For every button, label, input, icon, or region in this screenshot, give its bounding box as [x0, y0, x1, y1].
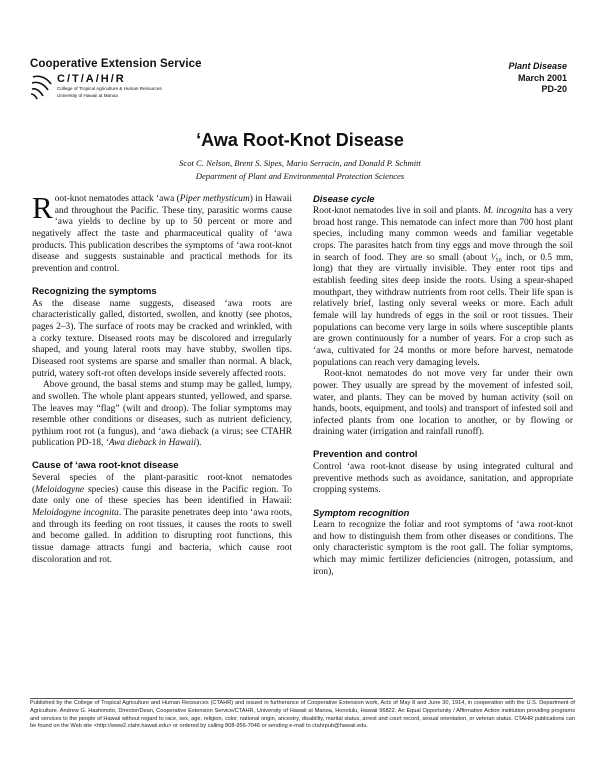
department: Department of Plant and Environmental Protection Sciences — [195, 170, 405, 181]
page-title: ‘Awa Root-Knot Disease — [196, 130, 404, 150]
ctahr-logo-name: C/T/A/H/R — [57, 73, 126, 85]
symptom-recognition-heading: Symptom recognition — [313, 507, 410, 519]
symptom-recognition-paragraph: Learn to recognize the foliar and root symptoms of ‘awa root-knot and how to distinguish them from other diseases or conditions. The only characteristic symptom is the root gall. The foliar symptoms, which may mimic fertilizer deficiencies (nitrogen, potassium, and iron), — [313, 520, 573, 577]
publication-number: PD-20 — [541, 84, 567, 94]
right-column — [313, 193, 573, 578]
extension-service-label: Cooperative Extension Service — [30, 58, 202, 70]
series-label: Plant Disease — [508, 61, 567, 71]
disease-cycle-heading: Disease cycle — [313, 193, 375, 204]
prevention-paragraph: Control ‘awa root-knot disease by using integrated cultural and preventive methods such as avoidance, sanitation, and appropriate cropping systems. — [313, 462, 573, 496]
footer-notice: Published by the College of Tropical Agriculture and Human Resources (CTAHR) and issued in furtherance of Cooperative Extension work, Acts of May 8 and June 30, 1914, in cooperation with the U.S. Department of Agriculture. Andrew G. Hashimoto, Director/Dean, Cooperative Extension Service/CTAHR, University of Hawaii at Manoa, Honolulu, Hawaii 96822. An Equal Opportunity / Affirmative Action institution providing programs and services to the people of Hawaii without regard to race, sex, age, religion, color, national origin, ancestry, disability, marital status, arrest and court record, sexual orientation, or veteran status. CTAHR publications can be found on the Web site <http://www2.ctahr.hawaii.edu> or ordered by calling 808-956-7046 or sending e-mail to ctahrpub@hawaii.edu. — [30, 700, 575, 730]
ctahr-logo — [30, 74, 202, 100]
ctahr-logo-icon — [30, 74, 54, 100]
prevention-heading: Prevention and control — [313, 449, 418, 461]
publication-info — [508, 61, 567, 96]
drop-cap: R — [32, 190, 53, 225]
cause-heading: Cause of ‘awa root-knot disease — [32, 460, 179, 472]
recognizing-paragraph-2: Above ground, the basal stems and stump may be galled, lumpy, and swollen. The whole plant appears stunted, yellowed, and sparse. The leaves may “flag” (wilt and droop). The foliar symptoms may resemble other conditions or diseases, such as nutrient deficiency, pythium root rot (a fungus), and ‘awa dieback (a virus; see CTAHR publication PD-18, ‘Awa dieback in Hawaii). — [32, 380, 292, 449]
recognizing-heading: Recognizing the symptoms — [32, 285, 157, 297]
left-column — [32, 190, 292, 566]
publication-date: March 2001 — [517, 72, 567, 83]
publisher-block — [30, 58, 202, 100]
byline — [0, 157, 600, 182]
disease-cycle-paragraph-2: Root-knot nematodes do not move very far under their own power. They usually are spread by the movement of infested soil, water, and plants. They can be moved by human activity (soil on hands, boots, equipment, and tools) and transport of infested soil and infected plants from one location to another, or by flowing or draining water (irrigation and rainfall runoff). — [313, 369, 573, 438]
authors: Scot C. Nelson, Brent S. Sipes, Mario Serracin, and Donald P. Schmitt — [179, 158, 421, 168]
intro-paragraph: Root-knot nematodes attack ‘awa (Piper methysticum) in Hawaii and throughout the Pacific. These tiny, parasitic worms cause ‘awa yields to decline by up to 50 percent or more and negatively affect the taste and pharmaceutical quality of ‘awa products. This publication describes the symptoms of ‘awa root-knot disease and suggests sustainable and practical methods for its prevention and control. — [32, 190, 292, 274]
recognizing-paragraph-1: As the disease name suggests, diseased ‘awa roots are characteristically galled, distorted, swollen, and knotty (see photos, pages 2–3). The surface of roots may be cracked and wrinkled, with a corky texture. Diseased roots may be discolored and irregularly shaped, and young lateral roots may have stubby, swollen tips. Diseased root systems are sparse and smaller than normal. A black, putrid, watery soft-rot often develops inside severely affected roots. — [32, 298, 292, 379]
disease-cycle-paragraph-1: Root-knot nematodes live in soil and plants. M. incognita has a very broad host range. This nematode can infect more than 700 host plant species, including many common weeds and familiar vegetable crops. The parasites hatch from tiny eggs and move through the soil in search of food. They are so small (about ¹⁄₅₀ inch, or 0.5 mm, long) that they are virtually invisible. They enter root tips and establish feeding sites deep inside the roots. Using a spear-shaped mouthpart, they withdraw nutrients from root cells. Their life span is relatively brief, lasting only several weeks or more. Each adult female will lay hundreds of eggs in the soil or root tissues. Their populations can become very large in soils where susceptible plants are grown continuously for a number of years. For a crop such as ‘awa, cultivated for 24 months or more before harvest, nematode populations can reach very damaging levels. — [313, 206, 573, 368]
cause-paragraph: Several species of the plant-parasitic root-knot nematodes (Meloidogyne species) cause this disease in the Pacific region. To date only one of these species has been identified in Hawaii: Meloidogyne incognita. The parasite penetrates deep into ‘awa roots, and through its feeding on root tissues, it causes the roots to swell and become galled. In addition to disrupting root functions, this tissue damage attracts fungi and bacteria, which cause root discoloration and rot. — [32, 473, 292, 565]
ctahr-logo-college: College of Tropical Agriculture & Human Resources — [57, 86, 162, 91]
ctahr-logo-university: University of Hawaii at Manoa — [57, 93, 118, 98]
footer-divider — [30, 698, 573, 699]
